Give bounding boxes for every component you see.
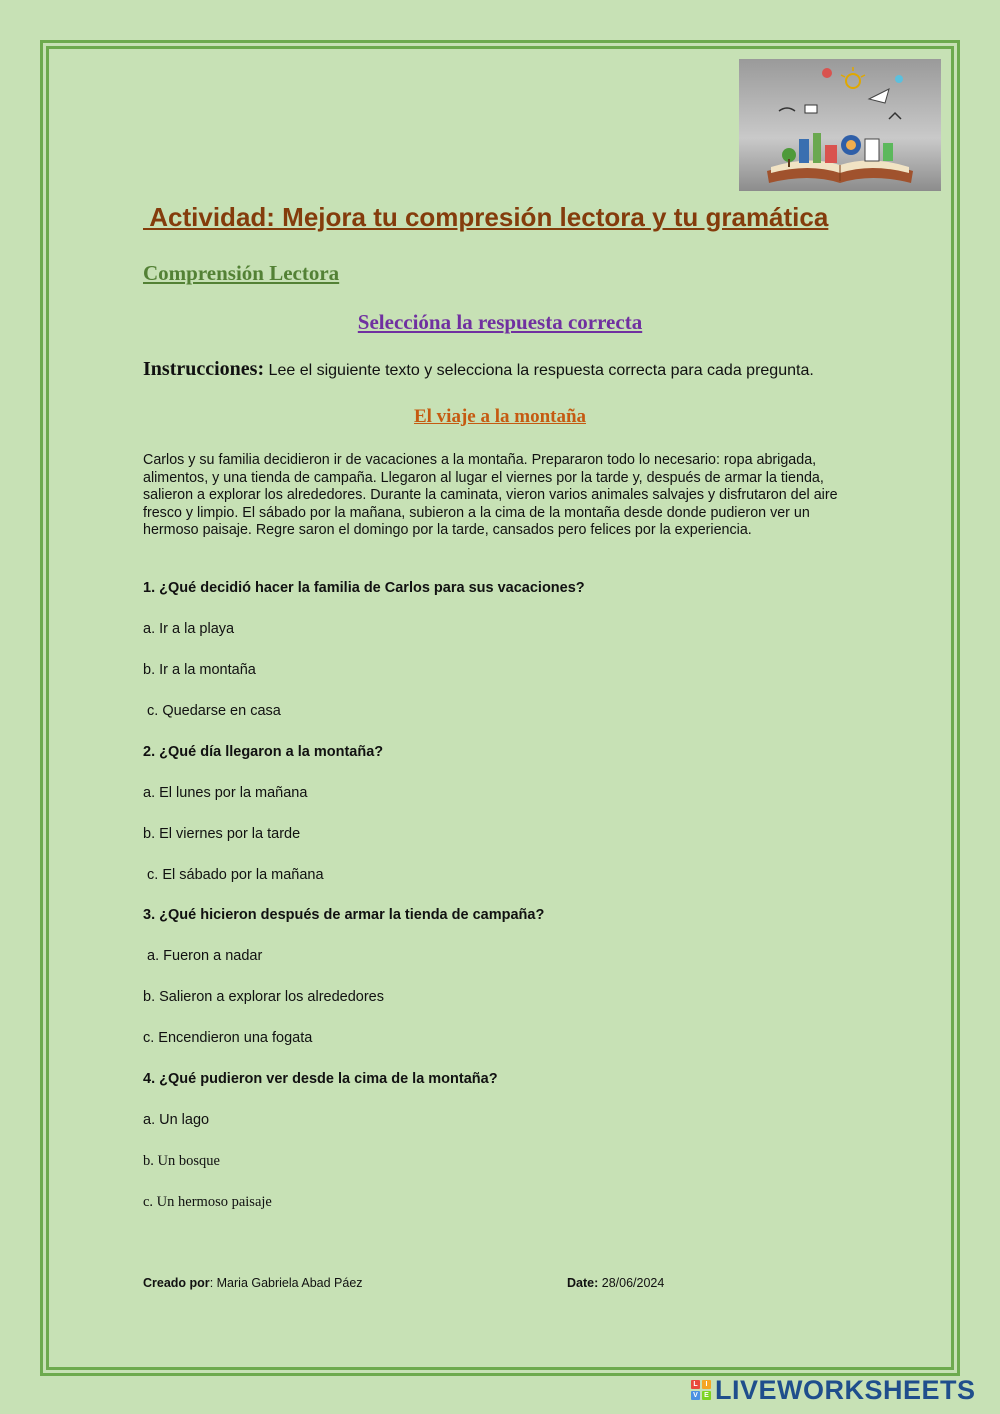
question-number: 1 — [143, 580, 152, 596]
answer-option-1a[interactable]: a. Ir a la playa — [143, 621, 235, 637]
instructions — [143, 358, 814, 381]
answer-option-3c[interactable]: c. Encendieron una fogata — [143, 1030, 313, 1046]
question-number: 2 — [143, 744, 152, 760]
answer-option-2c[interactable]: c. El sábado por la mañana — [143, 867, 324, 883]
answer-option-3a[interactable]: a. Fueron a nadar — [143, 948, 263, 964]
answer-option-1c[interactable]: c. Quedarse en casa — [143, 703, 281, 719]
question-separator: . — [151, 1071, 160, 1087]
answer-option-4a[interactable]: a. Un lago — [143, 1112, 210, 1128]
liveworksheets-logo-text: LIVEWORKSHEETS — [715, 1374, 976, 1405]
date-label: Date: — [567, 1276, 599, 1290]
answer-option-1b[interactable]: b. Ir a la montaña — [143, 662, 256, 678]
instructions-label: Instrucciones: — [143, 358, 265, 380]
footer-date — [567, 1276, 664, 1290]
section-title: Comprensión Lectora — [143, 261, 340, 285]
story-title: El viaje a la montaña — [413, 406, 587, 427]
question-2 — [143, 744, 383, 760]
answer-option-2b[interactable]: b. El viernes por la tarde — [143, 826, 301, 842]
author-name: : Maria Gabriela Abad Páez — [209, 1276, 363, 1290]
logo-icon-letter: I — [702, 1380, 711, 1389]
answer-option-3b[interactable]: b. Salieron a explorar los alrededores — [143, 989, 384, 1005]
answer-option-4c[interactable]: c. Un hermoso paisaje — [143, 1194, 272, 1210]
question-number: 4 — [143, 1071, 152, 1087]
date-value: 28/06/2024 — [598, 1276, 665, 1290]
answer-option-2a[interactable]: a. El lunes por la mañana — [143, 785, 308, 801]
question-separator: . — [151, 907, 160, 923]
question-separator: . — [151, 744, 160, 760]
answer-option-4b[interactable]: b. Un bosque — [143, 1153, 220, 1169]
open-book-illustration-icon — [739, 59, 941, 191]
select-answer-heading: Seleccióna la respuesta correcta — [357, 310, 643, 334]
question-text: ¿Qué hicieron después de armar la tienda de campaña? — [159, 907, 545, 923]
question-4 — [143, 1071, 498, 1087]
logo-icon-letter: V — [691, 1391, 700, 1400]
liveworksheets-logo[interactable] — [691, 1376, 976, 1404]
question-separator: . — [151, 580, 160, 596]
author-label: Creado por — [143, 1276, 210, 1290]
question-3 — [143, 907, 544, 923]
question-text: ¿Qué decidió hacer la familia de Carlos para sus vacaciones? — [159, 580, 585, 596]
footer-author — [143, 1276, 363, 1290]
question-text: ¿Qué día llegaron a la montaña? — [159, 744, 384, 760]
question-1 — [143, 580, 585, 596]
question-text: ¿Qué pudieron ver desde la cima de la montaña? — [159, 1071, 498, 1087]
logo-icon-letter: E — [702, 1391, 711, 1400]
question-number: 3 — [143, 907, 152, 923]
logo-icon-letter: L — [691, 1380, 700, 1389]
instructions-text: Lee el siguiente texto y selecciona la respuesta correcta para cada pregunta. — [264, 362, 814, 379]
liveworksheets-logo-icon — [691, 1380, 711, 1400]
worksheet-title: Actividad: Mejora tu compresión lectora y tu gramática — [143, 202, 829, 232]
story-text: Carlos y su familia decidieron ir de vacaciones a la montaña. Prepararon todo lo necesario: ropa abrigada, alimentos, y una tienda de campaña. Llegaron al lugar el viernes por la tarde y, después de armar la tienda, salieron a explorar los alrededores. Durante la caminata, vieron varios animales salvajes y disfrutaron del aire fresco y limpio. El sábado por la mañana, subieron a la cima de la montaña desde donde pudieron ver un hermoso paisaje. Regre saron el domingo por la tarde, cansados pero felices por la experiencia. — [143, 452, 838, 539]
